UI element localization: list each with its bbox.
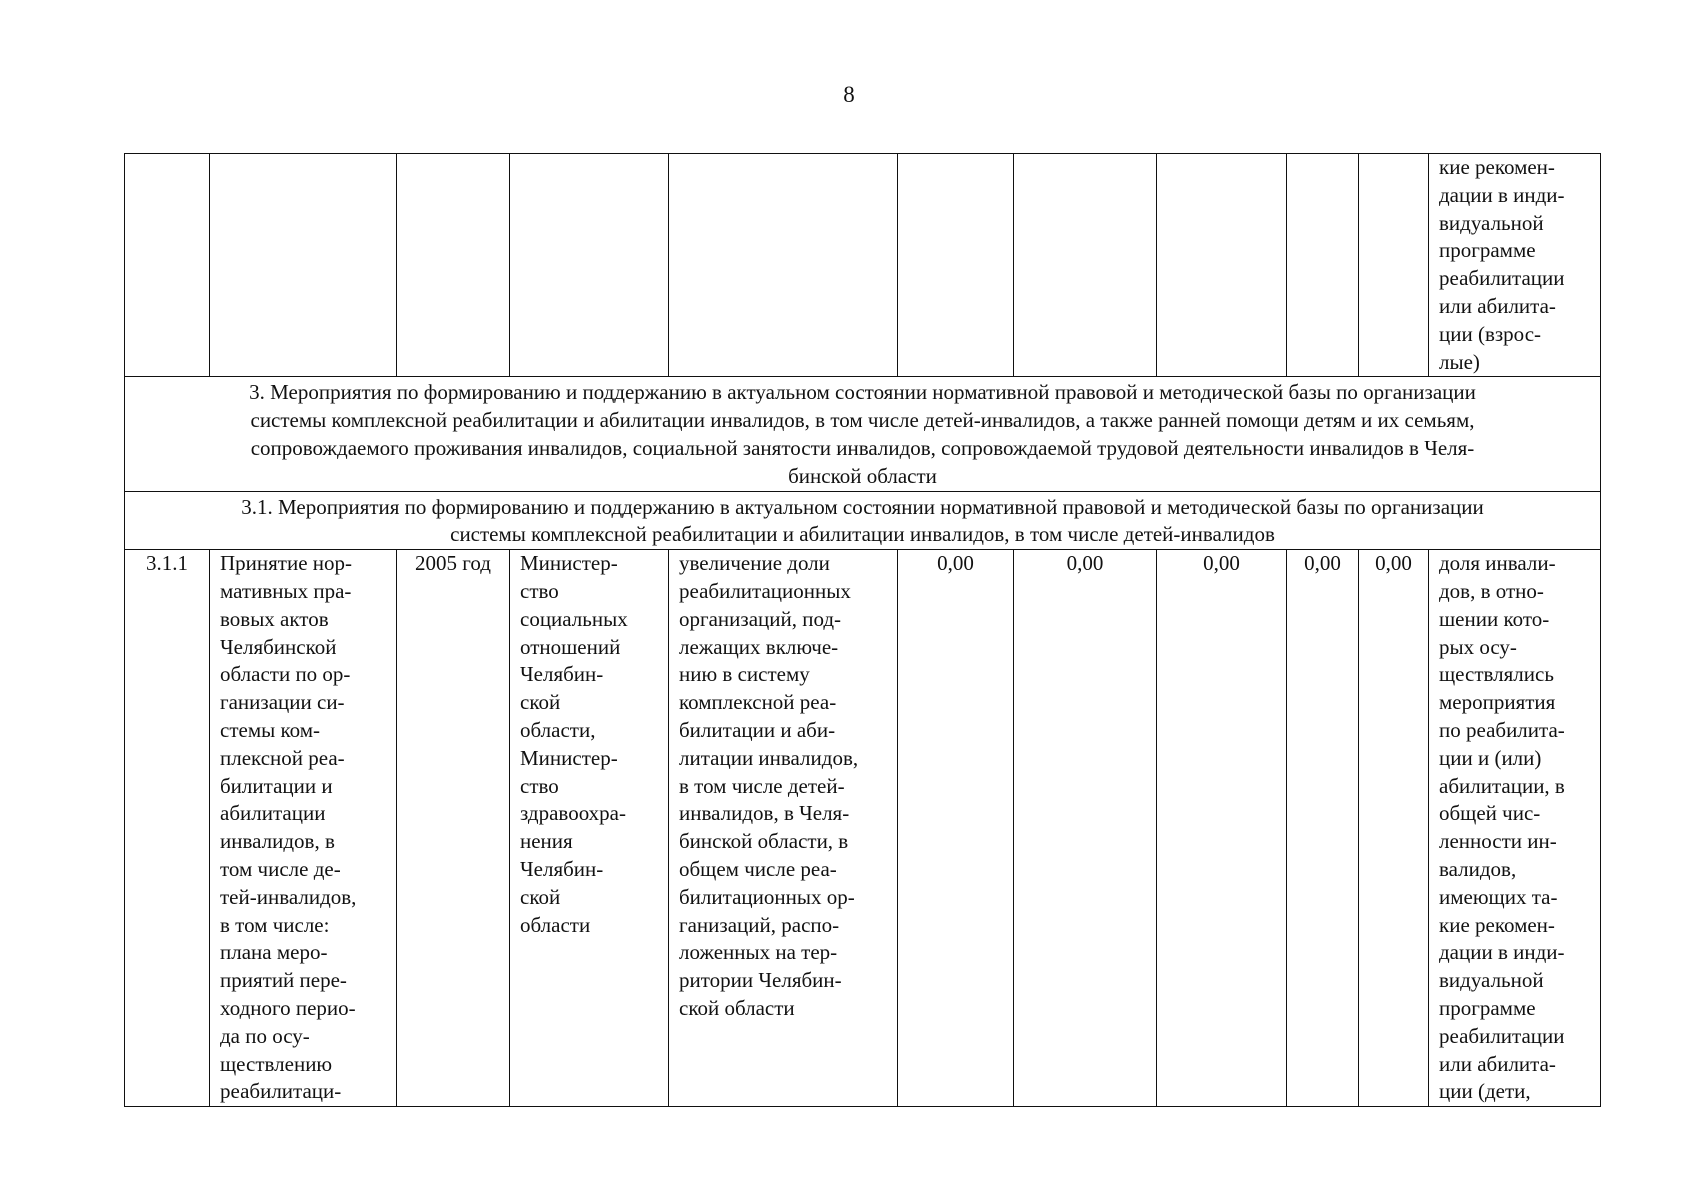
empty-cell — [125, 154, 210, 377]
year-cell — [397, 550, 510, 1107]
value: 0,00 — [1066, 551, 1104, 576]
row-number-cell — [125, 550, 210, 1107]
table-row-3-1-1 — [125, 550, 1601, 1107]
indicator-continuation-text: кие рекомен- дации в инди- видуальной программе реабилитации или абилита- ции (взрос- лые) — [1439, 155, 1565, 374]
indicator-cell — [1429, 550, 1601, 1107]
executor-cell — [510, 550, 669, 1107]
continuation-row — [125, 154, 1601, 377]
value-cell — [898, 550, 1014, 1107]
empty-cell — [898, 154, 1014, 377]
empty-cell — [1014, 154, 1157, 377]
expected-result: увеличение доли реабилитационных организаций, под- лежащих включе- нию в систему комплексной реа- билитации и аби- литации инвалидов, в том числе детей- инвалидов, в Челя- бинской области, в общем числе реа- билитационных ор- ганизаций, распо- ложенных на тер- ритории Челябин- ской области — [679, 551, 859, 1020]
empty-cell — [397, 154, 510, 377]
executor: Министер- ство социальных отношений Челябин- ской области, Министер- ство здравоохра- нения Челябин- ской области — [520, 551, 628, 937]
measure-name: Принятие нор- мативных пра- вовых актов Челябинской области по ор- ганизации си- стемы ком- плексной реа- билитации и абилитации инвалидов, в том числе де- тей-инвалидов, в том числе: плана меро- приятий пере- ходного перио- да по осу- ществлению реабилитаци- — [220, 551, 357, 1104]
section-3-line: системы комплексной реабилитации и абилитации инвалидов, в том числе детей-инвалидов, а также ранней помощи детям и их семьям, — [250, 408, 1475, 433]
section-3-1-line: 3.1. Мероприятия по формированию и поддержанию в актуальном состоянии нормативной правовой и методической базы по организации — [241, 494, 1484, 519]
value: 0,00 — [1304, 551, 1341, 576]
year: 2005 год — [415, 551, 491, 576]
section-3-line: бинской области — [788, 463, 937, 488]
page-number: 8 — [843, 82, 855, 107]
program-table-container — [124, 153, 1600, 1103]
value-cell — [1359, 550, 1429, 1107]
program-table — [124, 153, 1601, 1107]
section-3-1-line: системы комплексной реабилитации и абилитации инвалидов, в том числе детей-инвалидов — [450, 522, 1275, 547]
section-3-1-row — [125, 491, 1601, 550]
section-3-line: 3. Мероприятия по формированию и поддержанию в актуальном состоянии нормативной правовой и методической базы по организации — [249, 380, 1476, 405]
measure-name-cell — [210, 550, 397, 1107]
empty-cell — [210, 154, 397, 377]
section-3-row — [125, 377, 1601, 491]
value: 0,00 — [1203, 551, 1240, 576]
indicator-text: доля инвали- дов, в отно- шении кото- рых осу- ществлялись мероприятия по реабилита- ции и (или) абилитации, в общей чис- ленности ин- валидов, имеющих та- кие рекомен- дации в инди- видуальной программе реабилитации или абилита- ции (дети, — [1439, 551, 1565, 1104]
empty-cell — [1157, 154, 1287, 377]
value: 0,00 — [1375, 551, 1412, 576]
section-3-1-heading — [125, 491, 1601, 550]
section-3-heading — [125, 377, 1601, 491]
indicator-continuation-cell — [1429, 154, 1601, 377]
empty-cell — [1359, 154, 1429, 377]
empty-cell — [1287, 154, 1359, 377]
empty-cell — [510, 154, 669, 377]
result-cell — [669, 550, 898, 1107]
value-cell — [1287, 550, 1359, 1107]
value-cell — [1014, 550, 1157, 1107]
row-number: 3.1.1 — [146, 551, 188, 576]
section-3-line: сопровождаемого проживания инвалидов, социальной занятости инвалидов, сопровождаемой трудовой деятельности инвалидов в Челя- — [250, 435, 1475, 460]
value-cell — [1157, 550, 1287, 1107]
value: 0,00 — [937, 551, 974, 576]
empty-cell — [669, 154, 898, 377]
